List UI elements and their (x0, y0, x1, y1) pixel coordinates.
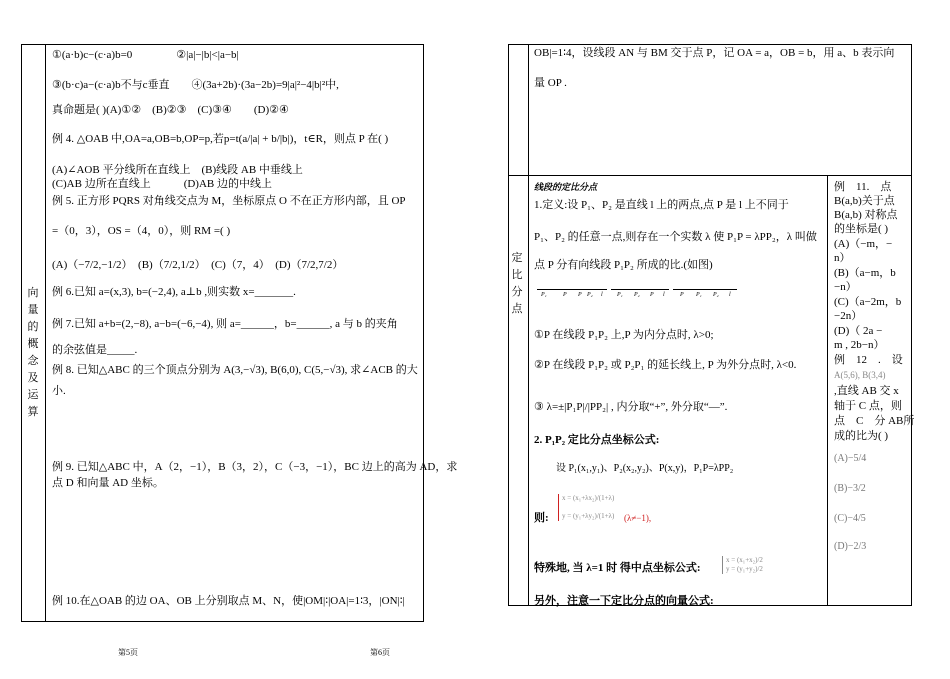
left-section-char: 概 (27, 338, 39, 350)
figure-label: P (680, 292, 684, 298)
figure-label: P₂ (713, 292, 719, 298)
figure-label: P₂ (587, 292, 593, 298)
figure-line (611, 289, 669, 290)
right-line: 1.定义:设 P₁、P₂ 是直线 l 上的两点,点 P 是 l 上不同于 (534, 199, 789, 211)
side-line: B(a,b) 对称点 (834, 209, 898, 221)
left-line: 例 6.已知 a=(x,3), b=(−2,4), a⊥b ,则实数 x=_______. (52, 286, 296, 298)
left-line: 小. (52, 385, 66, 397)
figure-label: P₁ (541, 292, 547, 298)
right-page-number: 第6页 (370, 648, 390, 657)
left-page-number: 第5页 (118, 648, 138, 657)
left-line: 例 5. 正方形 PQRS 对角线交点为 M，坐标原点 O 不在正方形内部，且 OP (52, 195, 406, 207)
formula-condition: (λ≠−1), (624, 513, 652, 523)
left-section-char: 的 (27, 321, 39, 333)
right-line: 2. P₁P₂ 定比分点坐标公式: (534, 434, 660, 446)
right-line: 设 P₁(x₁,y₁)、P₂(x₂,y₂)、P(x,y)，P₁P=λPP₂ (556, 463, 734, 474)
right-section-char: 分 (511, 286, 523, 298)
left-line: 例 7.已知 a+b=(2,−8), a−b=(−6,−4), 则 a=______，b=______, a 与 b 的夹角 (52, 318, 398, 330)
left-line: (C)AB 边所在直线上 (D)AB 边的中线上 (52, 178, 272, 190)
left-line: ③(b·c)a−(c·a)b不与c垂直 ④(3a+2b)·(3a−2b)=9|a|²−4|b|²中, (52, 79, 339, 91)
figure-label: P (563, 292, 567, 298)
right-line: 特殊地, 当 λ=1 时 得中点坐标公式: (534, 562, 701, 574)
side-line: −n） (834, 281, 857, 293)
left-section-char: 量 (27, 304, 39, 316)
left-line: 例 10.在△OAB 的边 OA、OB 上分别取点 M、N，使|OM|∶|OA|=1∶3，|ON|∶| (52, 595, 405, 607)
left-line: (A)∠AOB 平分线所在直线上 (B)线段 AB 中垂线上 (52, 164, 303, 176)
side-line: (A)（−m，− (834, 238, 893, 250)
side-line: 轴于 C 点，则 (834, 400, 902, 412)
figure-line (673, 289, 737, 290)
left-section-char: 向 (27, 287, 39, 299)
right-top-line: 量 OP . (534, 77, 567, 89)
side-line: 例 11. 点 (834, 181, 892, 193)
side-line: 例 12 . 设 (834, 354, 903, 366)
left-line: 例 9. 已知△ABC 中，A（2，−1），B（3，2），C（−3，−1），BC 边上的高为 AD，求 (52, 461, 458, 473)
right-line: ①P 在线段 P₁P₂ 上,P 为内分点时, λ>0; (534, 329, 714, 341)
side-option: (B)−3/2 (834, 483, 866, 494)
right-line: ②P 在线段 P₁P₂ 或 P₂P₁ 的延长线上, P 为外分点时, λ<0. (534, 359, 797, 371)
right-section-char: 点 (511, 303, 523, 315)
left-line: 例 8. 已知△ABC 的三个顶点分别为 A(3,−√3), B(6,0), C(5,−√3), 求∠ACB 的大 (52, 364, 418, 376)
right-line: 另外，注意一下定比分点的向量公式: (534, 595, 714, 607)
side-line: m , 2b−n） (834, 339, 885, 351)
side-line: A(5,6), B(3,4) (834, 370, 886, 380)
side-option: (D)−2/3 (834, 541, 867, 552)
side-line: n） (834, 252, 851, 264)
figure-label: P₂ (634, 292, 640, 298)
side-line: (D)（ 2a − (834, 325, 883, 337)
left-section-char: 念 (27, 355, 39, 367)
side-option: (C)−4/5 (834, 513, 866, 524)
left-line: 点 D 和向量 AD 坐标。 (52, 477, 164, 489)
midpoint-formula (722, 556, 763, 574)
section-formula (558, 494, 614, 521)
right-top-row-divider (508, 175, 912, 176)
figure-line (537, 289, 607, 290)
left-line: 真命题是( )(A)①② (B)②③ (C)③④ (D)②④ (52, 104, 289, 116)
figure-label: P₁ (617, 292, 623, 298)
section-heading: 线段的定比分点 (534, 182, 598, 192)
right-page-divider (528, 44, 529, 606)
side-line: 的坐标是( ) (834, 223, 889, 235)
right-line: 点 P 分有向线段 P₁P₂ 所成的比.(如图) (534, 259, 713, 271)
side-line: −2n） (834, 310, 863, 322)
side-line: (C)（a−2m，b (834, 296, 902, 308)
left-section-label (26, 285, 40, 421)
right-side-column-divider (827, 175, 828, 606)
left-page-divider (45, 44, 46, 622)
formula-row: y = (y₁+y₂)/2 (726, 565, 763, 573)
left-section-char: 及 (27, 372, 39, 384)
right-line: 则: (534, 512, 549, 524)
right-section-label (510, 250, 524, 318)
right-line: P₁、P₂ 的任意一点,则存在一个实数 λ 使 P₁P = λPP₂，λ 叫做 (534, 231, 817, 243)
right-section-char: 比 (511, 269, 523, 281)
right-section-char: 定 (511, 252, 523, 264)
left-page-frame (21, 44, 424, 622)
left-section-char: 运 (27, 389, 39, 401)
side-option: (A)−5/4 (834, 453, 867, 464)
side-line: 成的比为( ) (834, 430, 889, 442)
left-line: (A)（−7/2,−1/2） (B)（7/2,1/2） (C)（7，4） (D)（7/2,7/2） (52, 259, 344, 271)
formula-row: y = (y₁+λy₂)/(1+λ) (562, 512, 615, 520)
formula-row: x = (x₁+λx₂)/(1+λ) (562, 494, 615, 502)
left-line: ①(a·b)c−(c·a)b=0 ②|a|−|b|<|a−b| (52, 49, 239, 61)
side-line: ,直线 AB 交 x (834, 385, 899, 397)
figure-label: l (663, 292, 665, 298)
right-line: ③ λ=±|P₁P|/|PP₂| , 内分取“+”, 外分取“—”. (534, 401, 728, 413)
left-line: =（0，3），OS =（4，0），则 RM =( ) (52, 225, 231, 237)
side-line: 点 C 分 AB所 (834, 415, 915, 427)
figure-label: P (650, 292, 654, 298)
side-line: (B)（a−m，b (834, 267, 896, 279)
left-section-char: 算 (27, 406, 39, 418)
side-line: B(a,b)关于点 (834, 195, 895, 207)
figure-label: l (601, 292, 603, 298)
formula-row: x = (x₁+x₂)/2 (726, 556, 763, 564)
figure-label: l (729, 292, 731, 298)
figure-label: P (578, 292, 582, 298)
right-top-line: OB|=1∶4，设线段 AN 与 BM 交于点 P，记 OA = a，OB = b，用 a、b 表示向 (534, 47, 895, 59)
figure-label: P₁ (696, 292, 702, 298)
left-line: 的余弦值是_____. (52, 344, 138, 356)
left-line: 例 4. △OAB 中,OA=a,OB=b,OP=p,若p=t(a/|a| + b/|b|)，t∈R，则点 P 在( ) (52, 133, 389, 145)
